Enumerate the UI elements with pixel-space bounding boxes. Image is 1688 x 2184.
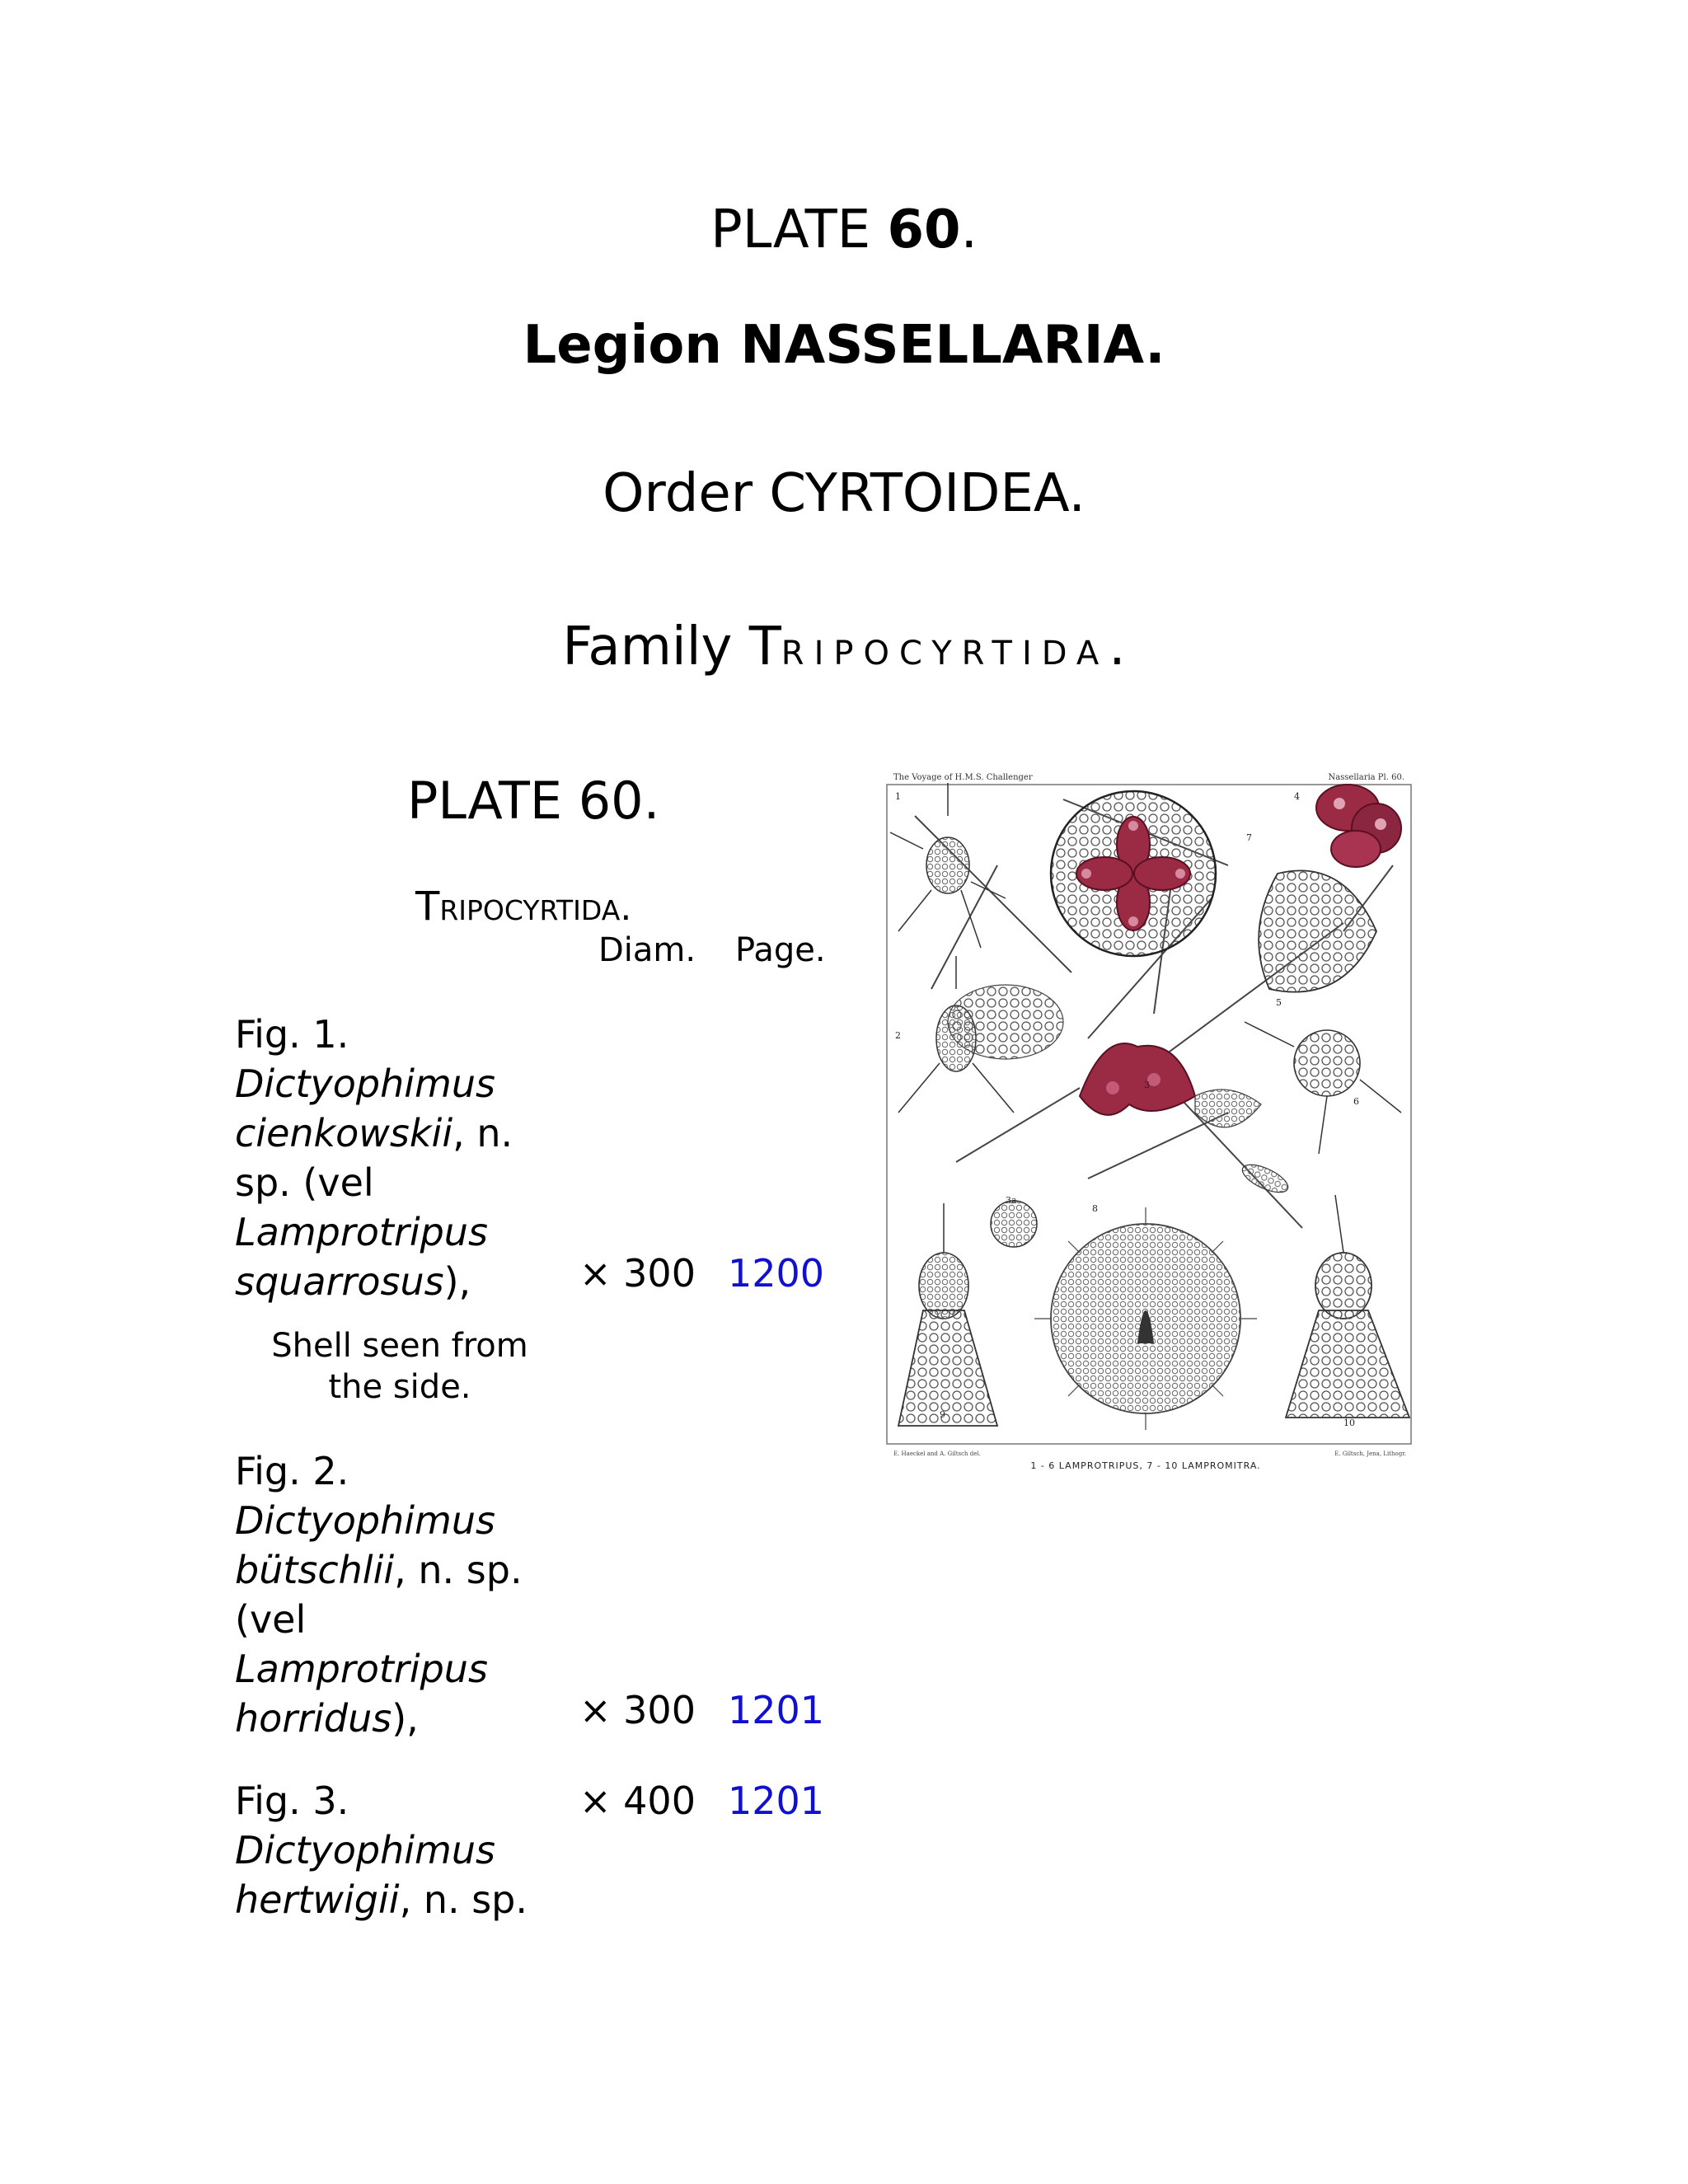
svg-text:3: 3 [1144,1080,1150,1090]
svg-text:8: 8 [1092,1203,1098,1214]
plate-header-left: The Voyage of H.M.S. Challenger [893,773,1033,782]
figure-3-page-link[interactable]: 1201 [728,1779,825,1823]
figure-1-page-link[interactable]: 1200 [728,1251,825,1296]
svg-text:10: 10 [1343,1418,1355,1428]
species: bütschlii [235,1548,395,1592]
plate-footer-left: E. Haeckel and A. Giltsch del. [893,1451,981,1457]
page-column-header: Page. [735,931,826,969]
alt-genus: Lamprotripus [235,1647,488,1691]
alt-species: squarrosus [235,1259,444,1304]
diam-column-header: Diam. [598,931,696,969]
plate-subtitle: PLATE 60. [407,771,660,831]
figure-2-entry: Fig. 2. Dictyophimus bütschlii, n. sp. (vel Lamprotripus horridus), [235,1446,532,1743]
species: hertwigii [235,1877,400,1922]
figure-label: Fig. 2. [235,1449,349,1493]
figure-3-entry: Fig. 3. Dictyophimus hertwigii, n. sp. [235,1776,532,1924]
svg-text:3a: 3a [1006,1195,1017,1206]
figure-2-magnification: × 300 [579,1688,696,1732]
legion-heading: Legion NASSELLARIA. [523,315,1165,376]
figure-1-magnification: × 300 [579,1251,696,1296]
plate-illustration[interactable] [882,766,1442,1475]
plate-header-right: Nassellaria Pl. 60. [1328,773,1404,782]
svg-text:1: 1 [895,791,901,802]
svg-text:5: 5 [1276,997,1282,1008]
figure-7-sphere [1051,791,1216,956]
genus: Dictyophimus [235,1062,495,1106]
family-subtitle: TRIPOCYRTIDA. [415,883,632,930]
figure-1-entry: Fig. 1. Dictyophimus cienkowskii, n. sp. (vel Lamprotripus squarrosus), [235,1010,532,1306]
svg-text:7: 7 [1246,832,1252,843]
svg-text:9: 9 [940,1409,945,1420]
family-heading: Family TRIPOCYRTIDA. [562,616,1126,677]
genus: Dictyophimus [235,1828,495,1872]
plate-footer-right: E. Giltsch, Jena, Lithogr. [1334,1451,1406,1457]
svg-text:6: 6 [1353,1096,1359,1107]
order-heading: Order CYRTOIDEA. [603,463,1085,524]
figure-3-magnification: × 400 [579,1779,696,1823]
alt-genus: Lamprotripus [235,1210,488,1254]
figure-2-page-link[interactable]: 1201 [728,1688,825,1732]
svg-text:2: 2 [895,1030,901,1041]
alt-species: horridus [235,1696,392,1741]
figure-1-caption: Shell seen from the side. [271,1327,528,1406]
figure-label: Fig. 1. [235,1012,349,1057]
plate-heading: PLATE 60. [710,199,978,260]
svg-text:4: 4 [1294,791,1300,802]
genus: Dictyophimus [235,1498,495,1543]
plate-footer-center: 1 - 6 LAMPROTRIPUS, 7 - 10 LAMPROMITRA. [1030,1460,1261,1471]
species: cienkowskii [235,1111,453,1155]
figure-label: Fig. 3. [235,1779,349,1823]
